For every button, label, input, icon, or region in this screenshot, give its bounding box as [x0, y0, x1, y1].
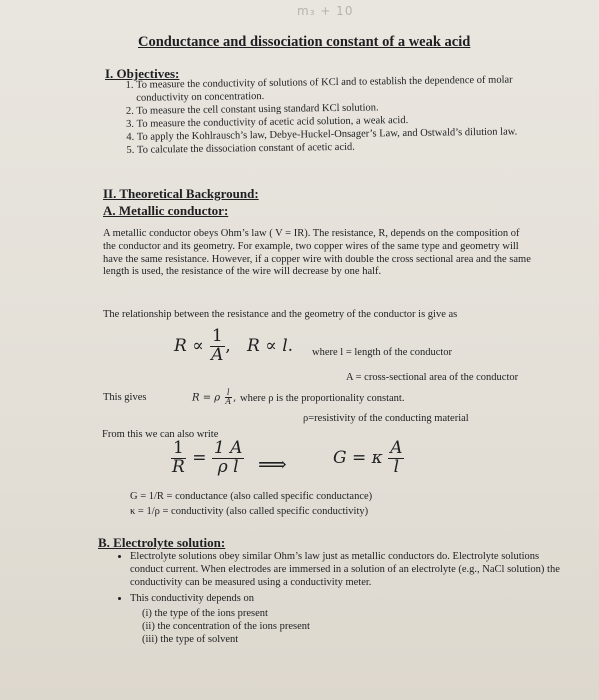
proportional-symbol: ∝ [192, 335, 204, 356]
objective-item: 2. To measure the cell constant using standard KCl solution. [136, 99, 556, 117]
symbol-r: R [247, 335, 260, 356]
resistance-proportionality-formula [174, 328, 293, 365]
denominator: A [211, 344, 224, 365]
this-gives-label: This gives [103, 392, 147, 403]
denominator: ρ l [217, 456, 239, 477]
electrolyte-bullets [112, 551, 560, 651]
bullet-item [130, 593, 560, 646]
length-definition: where l = length of the conductor [312, 347, 453, 358]
list-item: (iii) the type of solvent [142, 633, 239, 645]
fraction [388, 440, 404, 477]
numerator: l [226, 388, 230, 397]
numerator: 1 A [213, 438, 243, 458]
electrolyte-heading: B. Electrolyte solution: [98, 535, 226, 550]
equals-sign: = [192, 447, 207, 468]
numerator: 1 [211, 326, 223, 346]
conductance-definition: G = 1/R = conductance (also called specific conductance) [130, 491, 373, 502]
implies-arrow-icon: ⟹ [258, 452, 287, 476]
denominator: A [225, 397, 232, 407]
objective-item: 1. To measure the conductivity of solutions of KCl and to establish the dependence of molar conductivity on concentration. [136, 74, 556, 105]
conductivity-definition: κ = 1/ρ = conductivity (also called specific conductivity) [130, 506, 369, 517]
pen-annotation: m₃ + 10 [297, 4, 354, 18]
list-item: (ii) the concentration of the ions present [142, 620, 310, 632]
resistivity-definition: ρ=resistivity of the conducting material [303, 413, 469, 424]
resistivity-formula [192, 389, 236, 407]
denominator: R [172, 456, 185, 477]
objective-item: 4. To apply the Kohlrausch’s law, Debye-Huckel-Onsager’s Law, and Ostwald’s dilution law. [137, 125, 557, 143]
fraction [209, 328, 225, 365]
conductance-formula-left [170, 440, 244, 477]
bullet-text: This conductivity depends on [130, 593, 254, 605]
from-this-label: From this we can also write [102, 429, 219, 440]
proportionality-explanation: where ρ is the proportionality constant. [240, 393, 405, 404]
page-title: Conductance and dissociation constant of a weak acid [138, 34, 471, 50]
bullet-item [130, 551, 560, 589]
objectives-heading: I. Objectives: [105, 66, 180, 81]
objective-item: 5. To calculate the dissociation constant of acetic acid. [137, 138, 557, 156]
theory-heading: II. Theoretical Background: [103, 186, 259, 201]
objectives-list [120, 74, 557, 158]
formula-lhs: R = ρ [192, 392, 221, 404]
comma: , [233, 392, 237, 404]
list-item: (i) the type of the ions present [142, 608, 268, 620]
period: . [287, 335, 294, 356]
symbol-l: l [282, 335, 288, 356]
conductance-formula-right [333, 440, 404, 477]
symbol-r: R [174, 335, 187, 356]
bullet-text: Electrolyte solutions obey similar Ohm’s law just as metallic conductors do. Electrolyte solutions conduct current. When electrodes are immersed in a solution of an electrolyte (e.g., NaCl solution) the conductivity can be measured using a conductivity meter. [130, 551, 560, 588]
proportional-symbol: ∝ [265, 335, 277, 356]
relationship-paragraph: The relationship between the resistance and the geometry of the conductor is give as [103, 309, 458, 320]
metallic-conductor-heading: A. Metallic conductor: [103, 203, 229, 218]
numerator: A [390, 438, 403, 458]
area-definition: A = cross-sectional area of the conductor [346, 372, 519, 383]
formula-lhs: G = κ [333, 447, 383, 468]
fraction [223, 389, 233, 407]
comma: , [225, 335, 231, 356]
metallic-paragraph: A metallic conductor obeys Ohm’s law ( V = IR). The resistance, R, depends on the composition of the conductor and its geometry. For example, two copper wires of the same type and geometry will have the same resistance. However, if a copper wire with double the cross sectional area and the same length is used, the resistance of the wire will decrease by one half. [103, 228, 531, 278]
objective-item: 3. To measure the conductivity of acetic acid solution, a weak acid. [137, 112, 557, 130]
fraction [170, 440, 187, 477]
depends-on-list [130, 608, 560, 646]
numerator: 1 [172, 438, 184, 458]
denominator: l [393, 456, 400, 477]
fraction [212, 440, 245, 477]
